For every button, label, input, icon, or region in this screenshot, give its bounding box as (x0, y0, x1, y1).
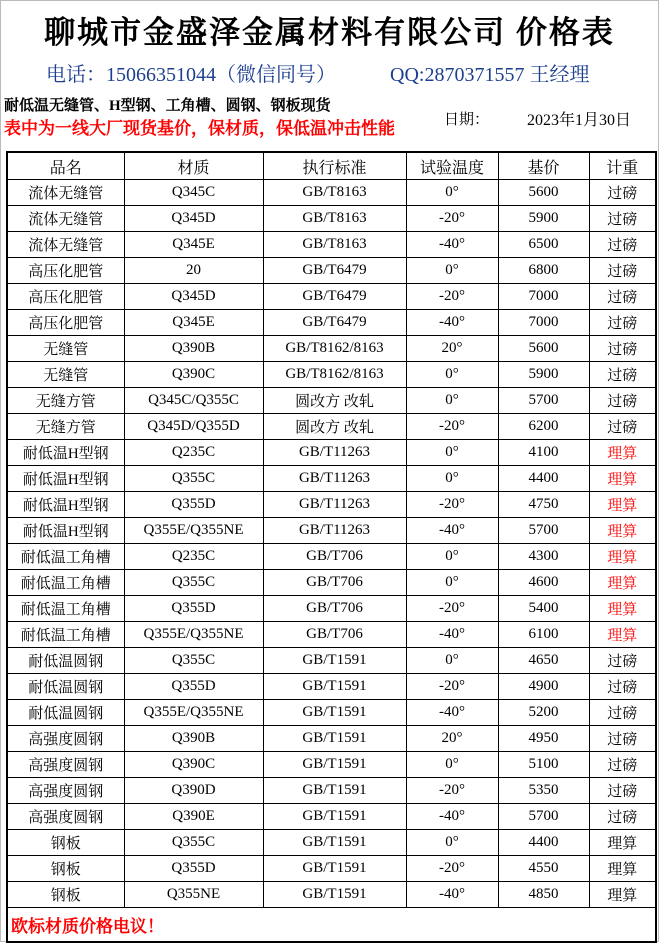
cell-product: 耐低温工角槽 (7, 544, 124, 570)
cell-standard: GB/T11263 (263, 466, 406, 492)
cell-product: 高强度圆钢 (7, 752, 124, 778)
table-row (7, 414, 656, 440)
date-value: 2023年1月30日 (527, 112, 632, 129)
page-title: 聊城市金盛泽金属材料有限公司 价格表 (44, 15, 615, 50)
table-row (7, 544, 656, 570)
cell-temperature: 20° (406, 726, 498, 752)
cell-material: Q345E (124, 232, 263, 258)
table-row (7, 206, 656, 232)
cell-temperature: 0° (406, 180, 498, 206)
cell-product: 无缝管 (7, 362, 124, 388)
cell-product: 钢板 (7, 856, 124, 882)
cell-temperature: -20° (406, 206, 498, 232)
cell-temperature: -20° (406, 674, 498, 700)
table-row (7, 362, 656, 388)
cell-base-price: 7000 (498, 284, 589, 310)
cell-base-price: 4650 (498, 648, 589, 674)
cell-temperature: -40° (406, 700, 498, 726)
cell-material: Q345D (124, 206, 263, 232)
price-table-header (7, 152, 656, 180)
cell-base-price: 4400 (498, 830, 589, 856)
cell-weighing: 过磅 (589, 206, 656, 232)
cell-weighing: 理算 (589, 830, 656, 856)
cell-standard: GB/T706 (263, 596, 406, 622)
cell-base-price: 4600 (498, 570, 589, 596)
cell-product: 高压化肥管 (7, 310, 124, 336)
cell-product: 高强度圆钢 (7, 778, 124, 804)
cell-temperature: 0° (406, 362, 498, 388)
cell-base-price: 5700 (498, 804, 589, 830)
cell-base-price: 5700 (498, 518, 589, 544)
table-row (7, 310, 656, 336)
cell-temperature: -20° (406, 492, 498, 518)
cell-product: 无缝方管 (7, 388, 124, 414)
cell-material: Q345D (124, 284, 263, 310)
cell-standard: GB/T1591 (263, 700, 406, 726)
cell-standard: GB/T1591 (263, 804, 406, 830)
cell-standard: GB/T1591 (263, 674, 406, 700)
cell-standard: GB/T6479 (263, 310, 406, 336)
column-header-base-price: 基价 (498, 152, 589, 180)
cell-standard: GB/T1591 (263, 726, 406, 752)
cell-standard: GB/T8163 (263, 232, 406, 258)
cell-temperature: 0° (406, 388, 498, 414)
cell-temperature: -20° (406, 414, 498, 440)
cell-product: 高强度圆钢 (7, 726, 124, 752)
cell-weighing: 过磅 (589, 648, 656, 674)
cell-product: 无缝方管 (7, 414, 124, 440)
price-table-footer (7, 908, 656, 943)
cell-standard: GB/T1591 (263, 648, 406, 674)
cell-base-price: 4400 (498, 466, 589, 492)
cell-temperature: -40° (406, 232, 498, 258)
cell-weighing: 过磅 (589, 232, 656, 258)
cell-material: Q345C/Q355C (124, 388, 263, 414)
cell-standard: GB/T8163 (263, 206, 406, 232)
cell-weighing: 过磅 (589, 726, 656, 752)
cell-base-price: 4900 (498, 674, 589, 700)
cell-material: Q345D/Q355D (124, 414, 263, 440)
cell-standard: GB/T1591 (263, 778, 406, 804)
table-row (7, 570, 656, 596)
cell-temperature: -40° (406, 882, 498, 908)
cell-temperature: 0° (406, 258, 498, 284)
table-row (7, 752, 656, 778)
table-row (7, 180, 656, 206)
table-row (7, 700, 656, 726)
cell-material: Q345E (124, 310, 263, 336)
cell-product: 流体无缝管 (7, 232, 124, 258)
cell-base-price: 5700 (498, 388, 589, 414)
table-row (7, 674, 656, 700)
cell-standard: GB/T1591 (263, 752, 406, 778)
cell-weighing: 理算 (589, 596, 656, 622)
cell-base-price: 6100 (498, 622, 589, 648)
cell-material: Q355D (124, 596, 263, 622)
cell-base-price: 7000 (498, 310, 589, 336)
cell-standard: GB/T6479 (263, 284, 406, 310)
cell-base-price: 5400 (498, 596, 589, 622)
price-notice: 表中为一线大厂现货基价，保材质，保低温冲击性能 (4, 119, 395, 138)
cell-weighing: 过磅 (589, 284, 656, 310)
cell-standard: GB/T1591 (263, 856, 406, 882)
products-summary: 耐低温无缝管、H型钢、工角槽、圆钢、钢板现货 (4, 98, 331, 114)
cell-temperature: -20° (406, 778, 498, 804)
cell-material: Q355D (124, 674, 263, 700)
cell-product: 耐低温圆钢 (7, 674, 124, 700)
cell-standard: GB/T706 (263, 570, 406, 596)
cell-base-price: 4100 (498, 440, 589, 466)
cell-product: 耐低温工角槽 (7, 622, 124, 648)
table-row (7, 492, 656, 518)
cell-material: Q355D (124, 856, 263, 882)
cell-temperature: -40° (406, 622, 498, 648)
cell-material: Q355C (124, 648, 263, 674)
table-row (7, 596, 656, 622)
cell-weighing: 过磅 (589, 778, 656, 804)
cell-temperature: 20° (406, 336, 498, 362)
cell-product: 流体无缝管 (7, 180, 124, 206)
date-label: 日期： (444, 112, 490, 128)
cell-weighing: 理算 (589, 882, 656, 908)
cell-material: Q345C (124, 180, 263, 206)
cell-standard: GB/T706 (263, 622, 406, 648)
cell-standard: GB/T1591 (263, 882, 406, 908)
cell-weighing: 过磅 (589, 336, 656, 362)
phone-number: 电话：15066351044（微信同号） (46, 64, 336, 86)
cell-material: Q355D (124, 492, 263, 518)
cell-material: Q235C (124, 544, 263, 570)
price-table (6, 151, 657, 943)
cell-material: Q355E/Q355NE (124, 622, 263, 648)
cell-temperature: 0° (406, 648, 498, 674)
cell-base-price: 6200 (498, 414, 589, 440)
cell-temperature: 0° (406, 752, 498, 778)
table-row (7, 778, 656, 804)
column-header-standard: 执行标准 (263, 152, 406, 180)
cell-base-price: 5900 (498, 362, 589, 388)
cell-temperature: -40° (406, 804, 498, 830)
cell-weighing: 理算 (589, 856, 656, 882)
cell-standard: GB/T706 (263, 544, 406, 570)
cell-temperature: 0° (406, 544, 498, 570)
header-row (7, 152, 656, 180)
cell-material: Q355E/Q355NE (124, 700, 263, 726)
cell-base-price: 4850 (498, 882, 589, 908)
cell-product: 耐低温工角槽 (7, 596, 124, 622)
table-row (7, 804, 656, 830)
column-header-product: 品名 (7, 152, 124, 180)
price-table-body (7, 180, 656, 908)
cell-material: 20 (124, 258, 263, 284)
cell-standard: GB/T11263 (263, 518, 406, 544)
table-row (7, 440, 656, 466)
cell-product: 高压化肥管 (7, 258, 124, 284)
cell-material: Q355C (124, 466, 263, 492)
cell-temperature: 0° (406, 440, 498, 466)
column-header-weighing: 计重 (589, 152, 656, 180)
cell-product: 无缝管 (7, 336, 124, 362)
cell-weighing: 过磅 (589, 700, 656, 726)
cell-material: Q390C (124, 752, 263, 778)
cell-material: Q390C (124, 362, 263, 388)
table-row (7, 830, 656, 856)
table-row (7, 258, 656, 284)
cell-product: 耐低温H型钢 (7, 440, 124, 466)
cell-weighing: 理算 (589, 492, 656, 518)
cell-standard: GB/T6479 (263, 258, 406, 284)
cell-material: Q390B (124, 726, 263, 752)
cell-standard: GB/T8162/8163 (263, 362, 406, 388)
cell-material: Q235C (124, 440, 263, 466)
cell-temperature: 0° (406, 830, 498, 856)
cell-base-price: 4950 (498, 726, 589, 752)
cell-product: 耐低温H型钢 (7, 492, 124, 518)
cell-base-price: 5600 (498, 180, 589, 206)
cell-standard: GB/T11263 (263, 440, 406, 466)
cell-standard: GB/T11263 (263, 492, 406, 518)
cell-base-price: 6800 (498, 258, 589, 284)
table-row (7, 232, 656, 258)
cell-temperature: -20° (406, 284, 498, 310)
table-row (7, 336, 656, 362)
cell-weighing: 理算 (589, 570, 656, 596)
cell-weighing: 理算 (589, 440, 656, 466)
cell-standard: GB/T1591 (263, 830, 406, 856)
cell-material: Q355C (124, 570, 263, 596)
cell-product: 高强度圆钢 (7, 804, 124, 830)
cell-product: 高压化肥管 (7, 284, 124, 310)
cell-standard: 圆改方 改轧 (263, 414, 406, 440)
cell-base-price: 5600 (498, 336, 589, 362)
table-row (7, 726, 656, 752)
cell-standard: 圆改方 改轧 (263, 388, 406, 414)
cell-material: Q390B (124, 336, 263, 362)
cell-base-price: 4550 (498, 856, 589, 882)
cell-product: 钢板 (7, 882, 124, 908)
table-row (7, 284, 656, 310)
cell-weighing: 过磅 (589, 804, 656, 830)
qq-contact: QQ:2870371557 王经理 (390, 64, 590, 86)
cell-base-price: 5350 (498, 778, 589, 804)
cell-product: 耐低温H型钢 (7, 466, 124, 492)
table-row (7, 622, 656, 648)
cell-temperature: -20° (406, 856, 498, 882)
cell-material: Q355E/Q355NE (124, 518, 263, 544)
cell-product: 流体无缝管 (7, 206, 124, 232)
column-header-material: 材质 (124, 152, 263, 180)
footer-note: 欧标材质价格电议！ (7, 908, 656, 943)
cell-weighing: 过磅 (589, 752, 656, 778)
cell-temperature: -40° (406, 518, 498, 544)
cell-weighing: 理算 (589, 622, 656, 648)
footer-row (7, 908, 656, 943)
cell-weighing: 理算 (589, 466, 656, 492)
cell-product: 钢板 (7, 830, 124, 856)
cell-base-price: 5100 (498, 752, 589, 778)
cell-temperature: 0° (406, 466, 498, 492)
cell-weighing: 过磅 (589, 362, 656, 388)
cell-material: Q390E (124, 804, 263, 830)
cell-material: Q390D (124, 778, 263, 804)
cell-weighing: 过磅 (589, 180, 656, 206)
cell-base-price: 6500 (498, 232, 589, 258)
cell-product: 耐低温H型钢 (7, 518, 124, 544)
column-header-temperature: 试验温度 (406, 152, 498, 180)
table-row (7, 466, 656, 492)
cell-product: 耐低温圆钢 (7, 648, 124, 674)
table-row (7, 518, 656, 544)
cell-base-price: 5900 (498, 206, 589, 232)
cell-base-price: 4750 (498, 492, 589, 518)
cell-temperature: 0° (406, 570, 498, 596)
cell-temperature: -40° (406, 310, 498, 336)
cell-weighing: 过磅 (589, 258, 656, 284)
table-row (7, 856, 656, 882)
cell-weighing: 过磅 (589, 388, 656, 414)
table-row (7, 388, 656, 414)
table-row (7, 648, 656, 674)
cell-weighing: 过磅 (589, 414, 656, 440)
cell-standard: GB/T8163 (263, 180, 406, 206)
cell-product: 耐低温工角槽 (7, 570, 124, 596)
cell-base-price: 5200 (498, 700, 589, 726)
cell-temperature: -20° (406, 596, 498, 622)
cell-material: Q355C (124, 830, 263, 856)
cell-material: Q355NE (124, 882, 263, 908)
table-row (7, 882, 656, 908)
cell-product: 耐低温圆钢 (7, 700, 124, 726)
cell-weighing: 理算 (589, 518, 656, 544)
cell-base-price: 4300 (498, 544, 589, 570)
cell-weighing: 过磅 (589, 310, 656, 336)
cell-weighing: 理算 (589, 544, 656, 570)
cell-weighing: 过磅 (589, 674, 656, 700)
cell-standard: GB/T8162/8163 (263, 336, 406, 362)
